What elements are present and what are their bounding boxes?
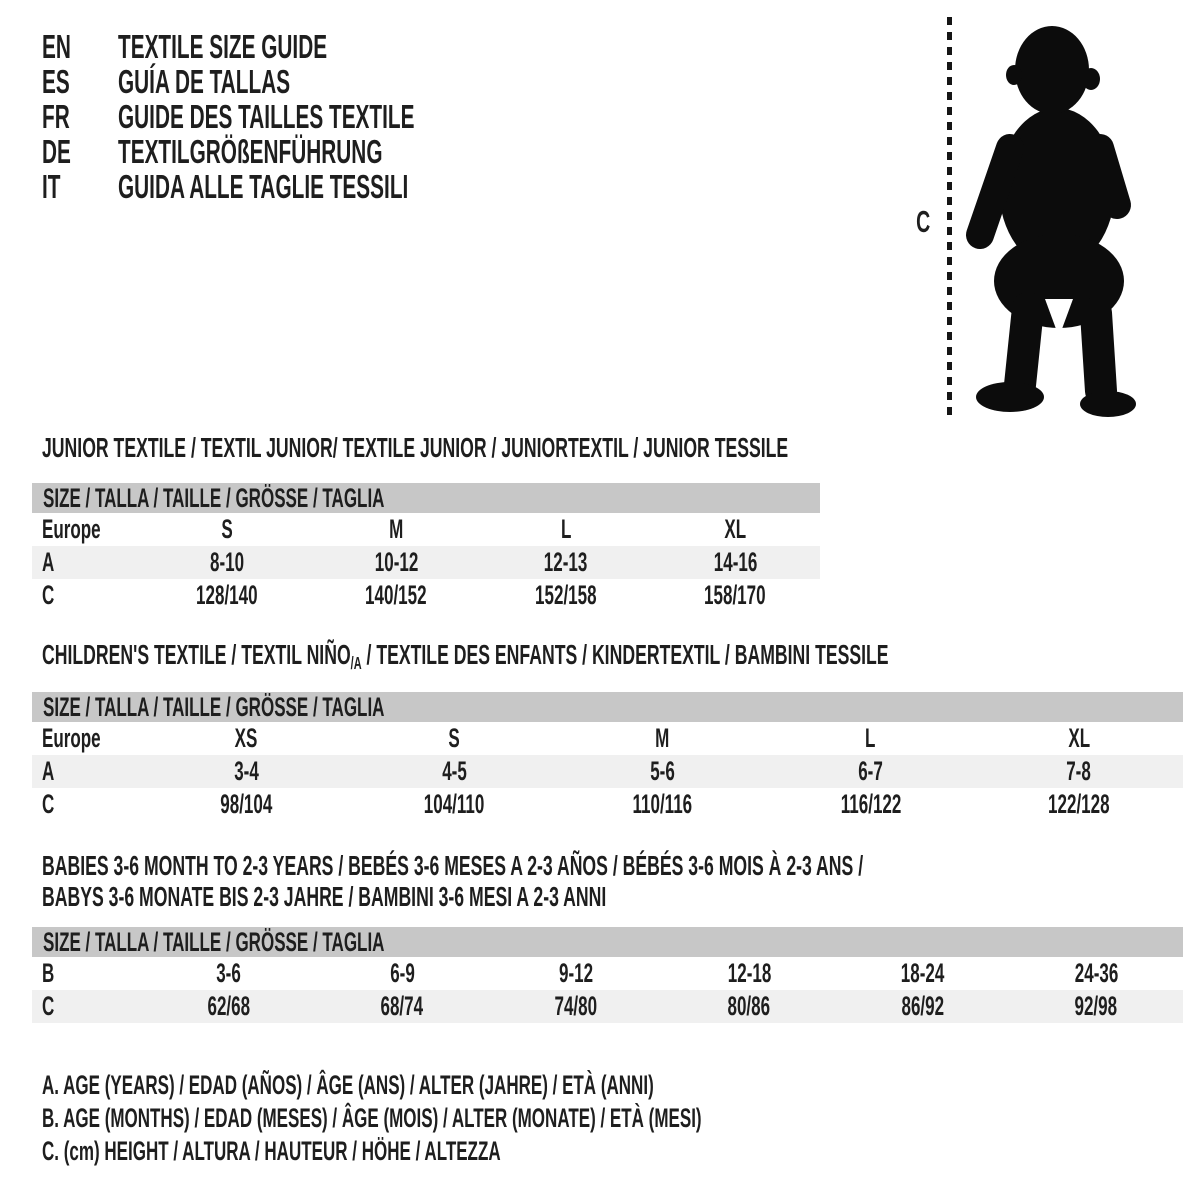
size-cell: XS (234, 723, 258, 753)
language-title: TEXTILE SIZE GUIDE (118, 27, 328, 65)
size-cell: S (221, 514, 233, 544)
table-row-age (32, 546, 820, 579)
title-subscript: /A (350, 652, 362, 673)
age-cell: 5-6 (650, 756, 675, 786)
table-row-europe (32, 722, 1183, 755)
size-cell: M (655, 723, 670, 753)
height-cell: 68/74 (380, 991, 424, 1021)
table-row-height (32, 788, 1183, 821)
height-cell: 92/98 (1074, 991, 1118, 1021)
size-cell: S (448, 723, 460, 753)
children-section-title: CHILDREN'S TEXTILE / TEXTIL NIÑO/A / TEXTILE DES ENFANTS / KINDERTEXTIL / BAMBINI TESSILE (42, 639, 889, 673)
age-cell: 6-7 (858, 756, 883, 786)
months-cell: 18-24 (900, 958, 945, 988)
footnote-c: C. (cm) HEIGHT / ALTURA / HAUTEUR / HÖHE / ALTEZZA (42, 1136, 501, 1166)
height-cell: 158/170 (704, 580, 766, 610)
height-cell: 152/158 (534, 580, 597, 610)
language-title: TEXTILGRÖßENFÜHRUNG (118, 132, 383, 170)
legend-footnotes (42, 1069, 1089, 1168)
table-row-months (32, 957, 1183, 990)
row-label: Europe (42, 514, 101, 544)
language-title: GUIDE DES TAILLES TEXTILE (118, 97, 415, 135)
babies-section-title (42, 850, 1200, 912)
language-code: ES (42, 62, 70, 100)
height-cell: 116/122 (840, 789, 901, 819)
height-cell: 140/152 (365, 580, 427, 610)
age-cell: 4-5 (442, 756, 467, 786)
language-title: GUIDA ALLE TAGLIE TESSILI (118, 167, 409, 205)
babies-title-line2: BABYS 3-6 MONATE BIS 2-3 JAHRE / BAMBINI 3-6 MESI A 2-3 ANNI (42, 881, 607, 912)
language-row-es (42, 64, 589, 99)
size-table-header: SIZE / TALLA / TAILLE / GRÖSSE / TAGLIA (43, 926, 385, 957)
footnote-a: A. AGE (YEARS) / EDAD (AÑOS) / ÂGE (ANS) / ALTER (JAHRE) / ETÀ (ANNI) (42, 1070, 654, 1100)
height-dashed-line (947, 17, 952, 415)
language-row-it (42, 169, 589, 204)
height-cell: 128/140 (195, 580, 258, 610)
table-row-age (32, 755, 1183, 788)
language-row-en (42, 29, 589, 64)
junior-size-table (32, 483, 820, 612)
months-cell: 24-36 (1074, 958, 1119, 988)
months-cell: 3-6 (216, 958, 242, 988)
table-row-height (32, 990, 1183, 1023)
language-code: EN (42, 27, 71, 65)
row-label: A (42, 547, 55, 577)
baby-silhouette-icon (962, 13, 1144, 418)
size-cell: XL (724, 514, 747, 544)
height-measure-label: C (915, 204, 931, 239)
babies-title-line1: BABIES 3-6 MONTH TO 2-3 YEARS / BEBÉS 3-6 MESES A 2-3 AÑOS / BÉBÉS 3-6 MOIS À 2-3 ANS / (42, 850, 864, 881)
age-cell: 14-16 (713, 547, 758, 577)
size-cell: XL (1068, 723, 1090, 753)
row-label: C (42, 789, 55, 819)
age-cell: 7-8 (1066, 756, 1092, 786)
row-label: A (42, 756, 55, 786)
row-label: Europe (42, 723, 101, 753)
language-code: FR (42, 97, 70, 135)
table-row-europe (32, 513, 820, 546)
table-row-height (32, 579, 820, 612)
row-label: C (42, 580, 55, 610)
junior-section-title: JUNIOR TEXTILE / TEXTIL JUNIOR/ TEXTILE JUNIOR / JUNIORTEXTIL / JUNIOR TESSILE (42, 432, 789, 463)
size-table-header: SIZE / TALLA / TAILLE / GRÖSSE / TAGLIA (43, 482, 385, 513)
age-cell: 8-10 (209, 547, 244, 577)
height-cell: 80/86 (727, 991, 771, 1021)
age-cell: 10-12 (374, 547, 419, 577)
language-code: IT (42, 167, 61, 205)
babies-size-table (32, 927, 1183, 1023)
height-cell: 122/128 (1048, 789, 1110, 819)
age-cell: 12-13 (543, 547, 588, 577)
size-table-header: SIZE / TALLA / TAILLE / GRÖSSE / TAGLIA (43, 691, 385, 722)
size-cell: M (389, 514, 404, 544)
language-row-fr (42, 99, 589, 134)
height-cell: 104/110 (424, 789, 485, 819)
height-cell: 98/104 (220, 789, 273, 819)
months-cell: 12-18 (727, 958, 772, 988)
height-cell: 62/68 (207, 991, 251, 1021)
language-title: GUÍA DE TALLAS (118, 62, 291, 100)
children-size-table (32, 692, 1183, 821)
size-cell: L (865, 723, 876, 753)
age-cell: 3-4 (233, 756, 259, 786)
footnote-b: B. AGE (MONTHS) / EDAD (MESES) / ÂGE (MOIS) / ALTER (MONATE) / ETÀ (MESI) (42, 1103, 702, 1133)
height-cell: 110/116 (632, 789, 693, 819)
language-title-list (42, 29, 589, 204)
height-cell: 86/92 (901, 991, 945, 1021)
height-cell: 74/80 (554, 991, 598, 1021)
language-row-de (42, 134, 589, 169)
row-label: C (42, 991, 55, 1021)
language-code: DE (42, 132, 71, 170)
row-label: B (42, 958, 55, 988)
months-cell: 6-9 (389, 958, 415, 988)
size-cell: L (560, 514, 571, 544)
months-cell: 9-12 (558, 958, 593, 988)
